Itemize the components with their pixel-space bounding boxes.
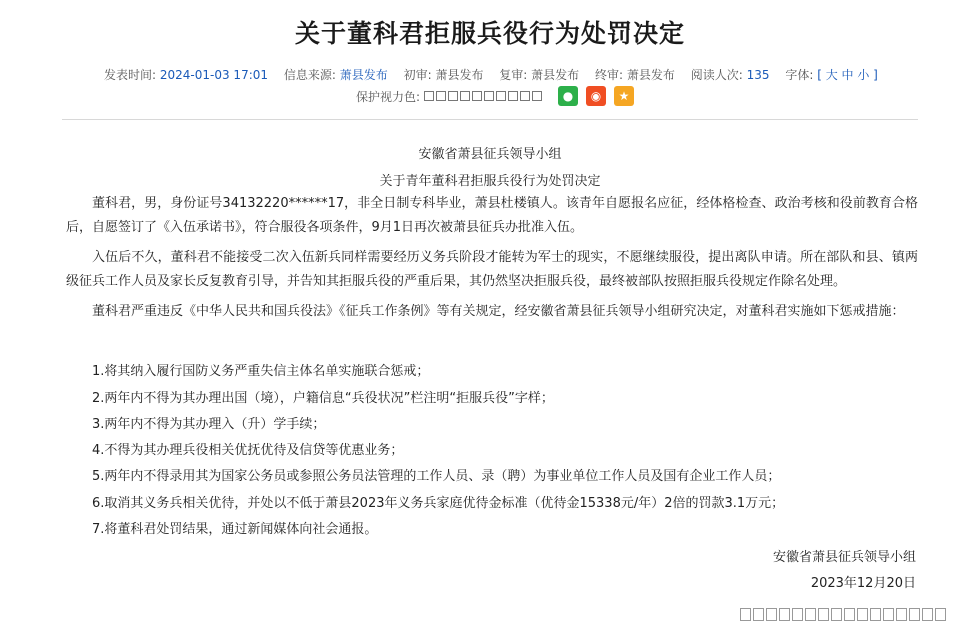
eye-color-swatch[interactable] bbox=[520, 91, 530, 101]
watermark-boxes bbox=[740, 608, 946, 621]
paragraph: 董科君，男，身份证号34132220******17，非全日制专科毕业，萧县杜楼镇人。该青年自愿报名应征，经体格检查、政治考核和役前教育合格后，自愿签订了《入伍承诺书》，符合服役各项条件，9月1日再次被萧县征兵办批准入伍。 bbox=[66, 196, 918, 235]
article-meta bbox=[104, 66, 878, 83]
measure-item: 4.不得为其办理兵役相关优抚优待及信贷等优惠业务； bbox=[92, 443, 404, 458]
sub-heading: 关于青年董科君拒服兵役行为处罚决定 bbox=[379, 174, 601, 189]
weibo-icon[interactable]: ◉ bbox=[586, 86, 606, 106]
watermark-box bbox=[805, 608, 816, 621]
eye-color-swatch[interactable] bbox=[424, 91, 434, 101]
eye-protect-row bbox=[356, 86, 642, 106]
first-review: 萧县发布 bbox=[435, 68, 484, 82]
watermark-box bbox=[740, 608, 751, 621]
watermark-box bbox=[896, 608, 907, 621]
eye-color-swatch[interactable] bbox=[460, 91, 470, 101]
watermark-box bbox=[909, 608, 920, 621]
wechat-icon[interactable]: ● bbox=[558, 86, 578, 106]
eye-color-swatch[interactable] bbox=[436, 91, 446, 101]
divider bbox=[62, 119, 918, 120]
font-size-options[interactable]: [ 大 中 小 ] bbox=[817, 68, 878, 82]
measure-item: 3.两年内不得为其办理入（升）学手续； bbox=[92, 417, 326, 432]
measure-item: 5.两年内不得录用其为国家公务员或参照公务员法管理的工作人员、录（聘）为事业单位工作人员及国有企业工作人员； bbox=[92, 469, 781, 484]
watermark-box bbox=[818, 608, 829, 621]
paragraph: 入伍后不久，董科君不能接受二次入伍新兵同样需要经历义务兵阶段才能转为军士的现实，不愿继续服役，提出离队申请。所在部队和县、镇两级征兵工作人员及家长反复教育引导，并告知其拒服兵役的严重后果，其仍然坚决拒服兵役，最终被部队按照拒服兵役规定作除名处理。 bbox=[66, 250, 918, 289]
favorite-icon[interactable]: ★ bbox=[614, 86, 634, 106]
watermark-box bbox=[831, 608, 842, 621]
measure-item: 6.取消其义务兵相关优待，并处以不低于萧县2023年义务兵家庭优待金标准（优待金15338元/年）2倍的罚款3.1万元； bbox=[92, 496, 785, 511]
first-review-label: 初审: bbox=[403, 68, 432, 82]
page-title: 关于董科君拒服兵役行为处罚决定 bbox=[294, 19, 685, 48]
views-label: 阅读人次: bbox=[690, 68, 743, 82]
watermark-box bbox=[779, 608, 790, 621]
measure-item: 7.将董科君处罚结果，通过新闻媒体向社会通报。 bbox=[92, 522, 378, 537]
watermark-box bbox=[883, 608, 894, 621]
eye-protect-label: 保护视力色: bbox=[356, 89, 421, 104]
signature-org: 安徽省萧县征兵领导小组 bbox=[772, 550, 916, 565]
eye-color-swatch[interactable] bbox=[508, 91, 518, 101]
eye-color-swatch[interactable] bbox=[472, 91, 482, 101]
watermark-box bbox=[922, 608, 933, 621]
views-count: 135 bbox=[746, 68, 770, 82]
measure-item: 2.两年内不得为其办理出国（境），户籍信息“兵役状况”栏注明“拒服兵役”字样； bbox=[92, 391, 554, 406]
eye-color-swatch[interactable] bbox=[496, 91, 506, 101]
org-heading: 安徽省萧县征兵领导小组 bbox=[418, 147, 562, 162]
final-review-label: 终审: bbox=[595, 68, 624, 82]
eye-color-swatches bbox=[424, 91, 542, 101]
eye-color-swatch[interactable] bbox=[484, 91, 494, 101]
source-label: 信息来源: bbox=[283, 68, 336, 82]
watermark-box bbox=[870, 608, 881, 621]
source-link[interactable]: 萧县发布 bbox=[339, 68, 388, 82]
watermark-box bbox=[935, 608, 946, 621]
eye-color-swatch[interactable] bbox=[448, 91, 458, 101]
watermark-box bbox=[844, 608, 855, 621]
second-review: 萧县发布 bbox=[531, 68, 580, 82]
font-size-label: 字体: bbox=[785, 68, 814, 82]
signature-date: 2023年12月20日 bbox=[810, 576, 916, 591]
watermark-box bbox=[753, 608, 764, 621]
second-review-label: 复审: bbox=[499, 68, 528, 82]
paragraph: 董科君严重违反《中华人民共和国兵役法》《征兵工作条例》等有关规定，经安徽省萧县征兵领导小组研究决定，对董科君实施如下惩戒措施： bbox=[92, 304, 905, 319]
watermark-box bbox=[792, 608, 803, 621]
watermark-box bbox=[857, 608, 868, 621]
eye-color-swatch[interactable] bbox=[532, 91, 542, 101]
watermark-box bbox=[766, 608, 777, 621]
publish-time-label: 发表时间: bbox=[104, 68, 157, 82]
measure-item: 1.将其纳入履行国防义务严重失信主体名单实施联合惩戒； bbox=[92, 364, 430, 379]
final-review: 萧县发布 bbox=[626, 68, 675, 82]
publish-time: 2024-01-03 17:01 bbox=[159, 68, 269, 82]
